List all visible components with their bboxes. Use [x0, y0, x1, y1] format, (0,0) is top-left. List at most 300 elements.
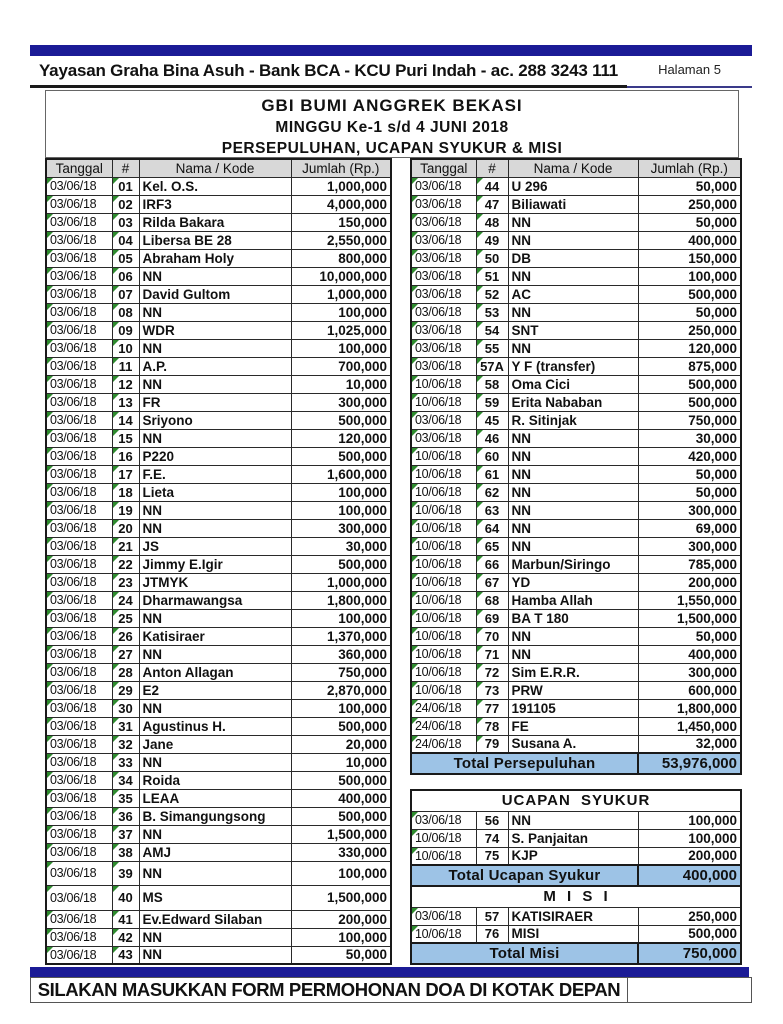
name-cell: WDR [139, 321, 291, 339]
comment-marker-icon [477, 232, 483, 238]
number-cell: 50 [476, 249, 508, 267]
comment-marker-icon [113, 736, 119, 742]
table-row [411, 681, 741, 699]
table-row [46, 627, 391, 645]
name-cell: JS [139, 537, 291, 555]
date-cell: 03/06/18 [46, 537, 112, 555]
comment-marker-icon [113, 772, 119, 778]
organization-title: Yayasan Graha Bina Asuh - Bank BCA - KCU Puri Indah - ac. 288 3243 111 [30, 56, 627, 88]
comment-marker-icon [113, 790, 119, 796]
amount-cell: 500,000 [291, 447, 391, 465]
number-cell: 61 [476, 465, 508, 483]
date-cell: 24/06/18 [411, 735, 476, 753]
comment-marker-icon [47, 358, 53, 364]
total-ucapan-syukur-row [411, 865, 741, 886]
amount-cell: 50,000 [638, 483, 741, 501]
amount-cell: 50,000 [638, 177, 741, 195]
comment-marker-icon [412, 556, 418, 562]
date-cell: 03/06/18 [411, 285, 476, 303]
table-row [411, 285, 741, 303]
date-cell: 24/06/18 [411, 699, 476, 717]
number-cell: 12 [112, 375, 139, 393]
amount-cell: 250,000 [638, 195, 741, 213]
number-cell: 33 [112, 753, 139, 771]
persepuluhan-left-table [45, 158, 392, 965]
name-cell: David Gultom [139, 285, 291, 303]
table-row [46, 825, 391, 843]
right-table-header [411, 159, 741, 177]
number-cell: 05 [112, 249, 139, 267]
comment-marker-icon [47, 250, 53, 256]
date-cell: 03/06/18 [46, 447, 112, 465]
comment-marker-icon [412, 812, 418, 818]
name-cell: NN [139, 825, 291, 843]
table-row [411, 663, 741, 681]
date-cell: 03/06/18 [411, 267, 476, 285]
name-cell: Agustinus H. [139, 717, 291, 735]
table-row [411, 393, 741, 411]
comment-marker-icon [47, 592, 53, 598]
amount-cell: 150,000 [291, 213, 391, 231]
date-cell: 03/06/18 [411, 429, 476, 447]
name-cell: AC [508, 285, 638, 303]
amount-cell: 2,870,000 [291, 681, 391, 699]
comment-marker-icon [477, 376, 483, 382]
amount-cell: 100,000 [291, 303, 391, 321]
table-row [411, 195, 741, 213]
date-cell: 10/06/18 [411, 393, 476, 411]
comment-marker-icon [113, 610, 119, 616]
number-cell: 01 [112, 177, 139, 195]
amount-cell: 69,000 [638, 519, 741, 537]
number-cell: 67 [476, 573, 508, 591]
comment-marker-icon [412, 394, 418, 400]
ucapan-syukur-title: UCAPAN SYUKUR [411, 790, 741, 811]
date-cell: 03/06/18 [46, 465, 112, 483]
number-cell: 74 [476, 829, 508, 847]
amount-cell: 100,000 [291, 339, 391, 357]
report-title-line-3: PERSEPULUHAN, UCAPAN SYUKUR & MISI [221, 140, 563, 157]
date-cell: 03/06/18 [46, 825, 112, 843]
table-row [46, 393, 391, 411]
comment-marker-icon [412, 538, 418, 544]
number-cell: 73 [476, 681, 508, 699]
date-cell: 03/06/18 [411, 907, 476, 925]
table-row [46, 807, 391, 825]
total-misi-row [411, 943, 741, 964]
number-cell: 59 [476, 393, 508, 411]
total-ucapan-syukur-value: 400,000 [638, 865, 741, 886]
comment-marker-icon [113, 808, 119, 814]
column-header-tanggal: Tanggal [411, 159, 476, 177]
date-cell: 03/06/18 [46, 483, 112, 501]
comment-marker-icon [412, 908, 418, 914]
comment-marker-icon [113, 556, 119, 562]
name-cell: SNT [508, 321, 638, 339]
number-cell: 15 [112, 429, 139, 447]
name-cell: NN [508, 447, 638, 465]
table-row [411, 249, 741, 267]
amount-cell: 1,025,000 [291, 321, 391, 339]
right-table-body [411, 177, 741, 753]
amount-cell: 50,000 [638, 213, 741, 231]
number-cell: 40 [112, 885, 139, 910]
amount-cell: 1,500,000 [291, 825, 391, 843]
number-cell: 19 [112, 501, 139, 519]
comment-marker-icon [113, 448, 119, 454]
comment-marker-icon [113, 718, 119, 724]
amount-cell: 4,000,000 [291, 195, 391, 213]
comment-marker-icon [47, 430, 53, 436]
comment-marker-icon [477, 556, 483, 562]
number-cell: 60 [476, 447, 508, 465]
number-cell: 45 [476, 411, 508, 429]
comment-marker-icon [47, 844, 53, 850]
comment-marker-icon [113, 466, 119, 472]
number-cell: 71 [476, 645, 508, 663]
column-header-jumlah: Jumlah (Rp.) [638, 159, 741, 177]
name-cell: NN [508, 645, 638, 663]
date-cell: 03/06/18 [46, 591, 112, 609]
amount-cell: 750,000 [638, 411, 741, 429]
name-cell: MS [139, 885, 291, 910]
amount-cell: 100,000 [291, 483, 391, 501]
comment-marker-icon [47, 664, 53, 670]
name-cell: Susana A. [508, 735, 638, 753]
number-cell: 75 [476, 847, 508, 865]
date-cell: 03/06/18 [46, 195, 112, 213]
number-cell: 30 [112, 699, 139, 717]
name-cell: NN [139, 519, 291, 537]
name-cell: NN [139, 609, 291, 627]
comment-marker-icon [412, 358, 418, 364]
amount-cell: 600,000 [638, 681, 741, 699]
comment-marker-icon [412, 646, 418, 652]
comment-marker-icon [477, 700, 483, 706]
number-cell: 04 [112, 231, 139, 249]
comment-marker-icon [412, 574, 418, 580]
comment-marker-icon [477, 196, 483, 202]
name-cell: NN [508, 303, 638, 321]
ucapan-syukur-title-row [411, 790, 741, 811]
date-cell: 10/06/18 [411, 465, 476, 483]
amount-cell: 700,000 [291, 357, 391, 375]
date-cell: 24/06/18 [411, 717, 476, 735]
comment-marker-icon [47, 646, 53, 652]
number-cell: 48 [476, 213, 508, 231]
comment-marker-icon [113, 947, 119, 953]
comment-marker-icon [113, 412, 119, 418]
comment-marker-icon [47, 394, 53, 400]
date-cell: 03/06/18 [46, 249, 112, 267]
comment-marker-icon [412, 592, 418, 598]
comment-marker-icon [477, 466, 483, 472]
date-cell: 03/06/18 [46, 609, 112, 627]
name-cell: NN [508, 627, 638, 645]
table-row [46, 699, 391, 717]
comment-marker-icon [113, 376, 119, 382]
left-table-header [46, 159, 391, 177]
name-cell: NN [139, 699, 291, 717]
table-row [411, 303, 741, 321]
comment-marker-icon [113, 700, 119, 706]
amount-cell: 100,000 [291, 861, 391, 885]
number-cell: 47 [476, 195, 508, 213]
table-row [411, 339, 741, 357]
left-table-body [46, 177, 391, 964]
comment-marker-icon [412, 610, 418, 616]
comment-marker-icon [412, 304, 418, 310]
amount-cell: 500,000 [291, 771, 391, 789]
comment-marker-icon [47, 718, 53, 724]
amount-cell: 1,550,000 [638, 591, 741, 609]
date-cell: 03/06/18 [46, 339, 112, 357]
date-cell: 10/06/18 [411, 555, 476, 573]
number-cell: 52 [476, 285, 508, 303]
name-cell: Erita Nababan [508, 393, 638, 411]
table-row [46, 213, 391, 231]
table-row [411, 519, 741, 537]
total-ucapan-syukur-label: Total Ucapan Syukur [411, 865, 638, 886]
date-cell: 03/06/18 [46, 519, 112, 537]
comment-marker-icon [113, 628, 119, 634]
name-cell: NN [508, 339, 638, 357]
report-title-line-1: GBI BUMI ANGGREK BEKASI [261, 96, 523, 115]
amount-cell: 300,000 [638, 663, 741, 681]
comment-marker-icon [477, 358, 483, 364]
report-body [45, 90, 739, 965]
name-cell: Lieta [139, 483, 291, 501]
comment-marker-icon [113, 911, 119, 917]
date-cell: 03/06/18 [46, 393, 112, 411]
amount-cell: 100,000 [291, 609, 391, 627]
date-cell: 10/06/18 [411, 681, 476, 699]
comment-marker-icon [412, 286, 418, 292]
date-cell: 10/06/18 [411, 591, 476, 609]
number-cell: 51 [476, 267, 508, 285]
comment-marker-icon [477, 718, 483, 724]
comment-marker-icon [113, 178, 119, 184]
number-cell: 22 [112, 555, 139, 573]
amount-cell: 10,000,000 [291, 267, 391, 285]
date-cell: 10/06/18 [411, 501, 476, 519]
name-cell: YD [508, 573, 638, 591]
column-header-number: # [476, 159, 508, 177]
table-row [46, 771, 391, 789]
comment-marker-icon [412, 520, 418, 526]
table-row [411, 609, 741, 627]
top-blue-bar [30, 45, 752, 56]
persepuluhan-right-table [410, 158, 742, 775]
table-row [411, 411, 741, 429]
table-row [46, 177, 391, 195]
amount-cell: 1,000,000 [291, 573, 391, 591]
comment-marker-icon [477, 484, 483, 490]
date-cell: 03/06/18 [46, 357, 112, 375]
amount-cell: 785,000 [638, 555, 741, 573]
comment-marker-icon [113, 592, 119, 598]
comment-marker-icon [47, 376, 53, 382]
name-cell: KJP [508, 847, 638, 865]
amount-cell: 360,000 [291, 645, 391, 663]
date-cell: 03/06/18 [46, 501, 112, 519]
comment-marker-icon [113, 430, 119, 436]
number-cell: 18 [112, 483, 139, 501]
comment-marker-icon [412, 466, 418, 472]
table-row [46, 249, 391, 267]
comment-marker-icon [47, 268, 53, 274]
date-cell: 03/06/18 [46, 910, 112, 928]
number-cell: 63 [476, 501, 508, 519]
name-cell: NN [508, 537, 638, 555]
section-gap [410, 775, 741, 789]
ucapan-syukur-header [411, 790, 741, 811]
column-header-row [411, 159, 741, 177]
amount-cell: 100,000 [638, 829, 741, 847]
name-cell: F.E. [139, 465, 291, 483]
number-cell: 27 [112, 645, 139, 663]
right-column [410, 158, 741, 965]
comment-marker-icon [477, 304, 483, 310]
comment-marker-icon [412, 926, 418, 932]
page-header [30, 56, 752, 88]
comment-marker-icon [477, 322, 483, 328]
number-cell: 07 [112, 285, 139, 303]
comment-marker-icon [412, 736, 418, 742]
table-row [46, 411, 391, 429]
table-row [46, 663, 391, 681]
number-cell: 58 [476, 375, 508, 393]
name-cell: NN [508, 429, 638, 447]
name-cell: Y F (transfer) [508, 357, 638, 375]
name-cell: NN [139, 753, 291, 771]
name-cell: Roida [139, 771, 291, 789]
comment-marker-icon [477, 178, 483, 184]
table-row [46, 231, 391, 249]
table-row [46, 465, 391, 483]
comment-marker-icon [113, 502, 119, 508]
number-cell: 09 [112, 321, 139, 339]
comment-marker-icon [477, 394, 483, 400]
amount-cell: 300,000 [291, 393, 391, 411]
comment-marker-icon [477, 430, 483, 436]
comment-marker-icon [412, 700, 418, 706]
comment-marker-icon [47, 682, 53, 688]
table-row [46, 861, 391, 885]
comment-marker-icon [477, 574, 483, 580]
name-cell: 191105 [508, 699, 638, 717]
date-cell: 03/06/18 [46, 267, 112, 285]
date-cell: 03/06/18 [46, 789, 112, 807]
ucapan-syukur-body [411, 811, 741, 865]
comment-marker-icon [113, 826, 119, 832]
name-cell: NN [139, 928, 291, 946]
comment-marker-icon [113, 886, 119, 892]
amount-cell: 500,000 [638, 393, 741, 411]
comment-marker-icon [477, 412, 483, 418]
name-cell: MISI [508, 925, 638, 943]
table-row [46, 609, 391, 627]
number-cell: 13 [112, 393, 139, 411]
comment-marker-icon [412, 484, 418, 490]
date-cell: 03/06/18 [411, 303, 476, 321]
table-row [46, 645, 391, 663]
number-cell: 37 [112, 825, 139, 843]
name-cell: Oma Cici [508, 375, 638, 393]
misi-header [411, 886, 741, 907]
date-cell: 03/06/18 [46, 861, 112, 885]
amount-cell: 330,000 [291, 843, 391, 861]
comment-marker-icon [477, 736, 483, 742]
comment-marker-icon [412, 322, 418, 328]
amount-cell: 500,000 [638, 375, 741, 393]
comment-marker-icon [113, 520, 119, 526]
date-cell: 03/06/18 [46, 285, 112, 303]
comment-marker-icon [47, 700, 53, 706]
total-ucapan-syukur-section [411, 865, 741, 886]
date-cell: 03/06/18 [411, 177, 476, 195]
date-cell: 10/06/18 [411, 645, 476, 663]
table-row [46, 339, 391, 357]
name-cell: Sriyono [139, 411, 291, 429]
date-cell: 03/06/18 [46, 753, 112, 771]
name-cell: NN [139, 946, 291, 964]
name-cell: NN [139, 645, 291, 663]
comment-marker-icon [412, 502, 418, 508]
page-number: Halaman 5 [627, 56, 752, 88]
number-cell: 28 [112, 663, 139, 681]
comment-marker-icon [47, 448, 53, 454]
amount-cell: 200,000 [638, 847, 741, 865]
column-header-nama-kode: Nama / Kode [508, 159, 638, 177]
number-cell: 69 [476, 609, 508, 627]
name-cell: NN [508, 267, 638, 285]
date-cell: 03/06/18 [46, 429, 112, 447]
comment-marker-icon [47, 886, 53, 892]
name-cell: NN [139, 861, 291, 885]
date-cell: 03/06/18 [46, 555, 112, 573]
name-cell: NN [508, 213, 638, 231]
amount-cell: 400,000 [638, 645, 741, 663]
table-row [411, 829, 741, 847]
number-cell: 26 [112, 627, 139, 645]
column-header-jumlah: Jumlah (Rp.) [291, 159, 391, 177]
comment-marker-icon [47, 574, 53, 580]
table-row [411, 811, 741, 829]
comment-marker-icon [113, 929, 119, 935]
number-cell: 72 [476, 663, 508, 681]
comment-marker-icon [47, 340, 53, 346]
date-cell: 03/06/18 [46, 213, 112, 231]
number-cell: 65 [476, 537, 508, 555]
amount-cell: 1,500,000 [291, 885, 391, 910]
date-cell: 10/06/18 [411, 537, 476, 555]
comment-marker-icon [47, 862, 53, 868]
number-cell: 78 [476, 717, 508, 735]
amount-cell: 500,000 [638, 285, 741, 303]
tables-region [45, 158, 739, 965]
number-cell: 54 [476, 321, 508, 339]
comment-marker-icon [47, 808, 53, 814]
number-cell: 20 [112, 519, 139, 537]
date-cell: 03/06/18 [46, 771, 112, 789]
amount-cell: 150,000 [638, 249, 741, 267]
number-cell: 57A [476, 357, 508, 375]
name-cell: Dharmawangsa [139, 591, 291, 609]
table-row [411, 483, 741, 501]
number-cell: 32 [112, 735, 139, 753]
number-cell: 57 [476, 907, 508, 925]
